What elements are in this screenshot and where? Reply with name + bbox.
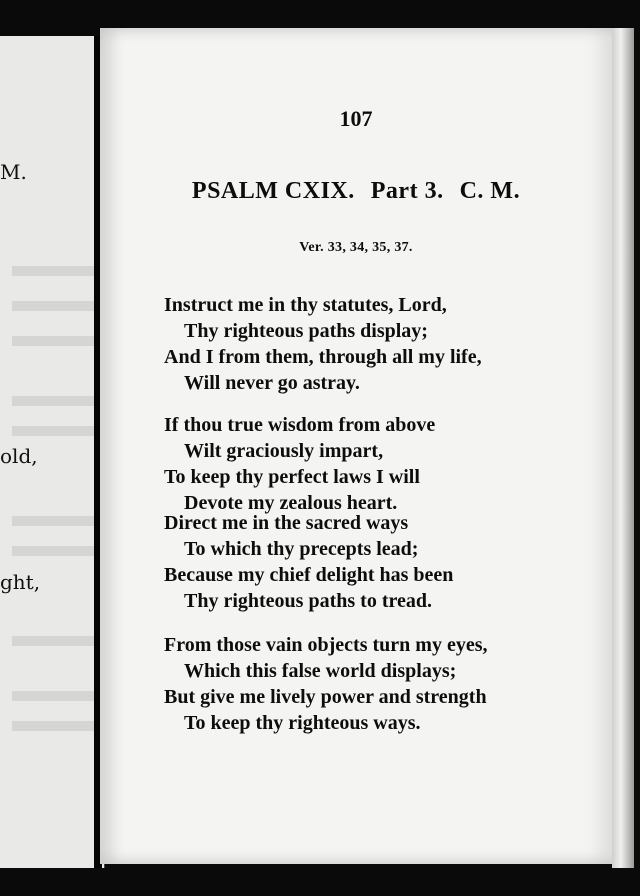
- bleed-through-text: [12, 546, 96, 556]
- stanza-line: Because my chief delight has been: [164, 564, 454, 586]
- left-page-fragment: old,: [0, 444, 38, 468]
- bleed-through-text: [12, 691, 96, 701]
- psalm-meter: C. M.: [459, 178, 521, 204]
- stanza-line: Devote my zealous heart.: [184, 492, 398, 514]
- stanza-line: And I from them, through all my life,: [164, 346, 482, 368]
- bleed-through-text: [12, 336, 96, 346]
- stanza: [164, 412, 594, 516]
- verse-reference: Ver. 33, 34, 35, 37.: [299, 240, 413, 255]
- stanza-line: To which thy precepts lead;: [184, 538, 419, 560]
- stanza-line: If thou true wisdom from above: [164, 414, 436, 436]
- bleed-through-text: [12, 266, 96, 276]
- stanza-line: Will never go astray.: [184, 372, 360, 394]
- page-number: 107: [339, 106, 373, 131]
- left-page-fragment: ght,: [0, 570, 41, 594]
- bleed-through-text: [12, 301, 96, 311]
- psalm-part: Part 3.: [370, 178, 444, 204]
- bleed-through-text: [12, 396, 96, 406]
- psalm-title: [100, 178, 612, 205]
- psalm-name: PSALM CXIX.: [191, 178, 355, 204]
- left-page: [0, 36, 105, 868]
- stanza-line: Instruct me in thy statutes, Lord,: [164, 294, 447, 316]
- stanza-line: From those vain objects turn my eyes,: [164, 634, 488, 656]
- bleed-through-text: [12, 426, 96, 436]
- bleed-through-text: [12, 636, 96, 646]
- stanza-line: Which this false world displays;: [184, 660, 457, 682]
- stanza-line: Wilt graciously impart,: [184, 440, 384, 462]
- stanza-line: Thy righteous paths display;: [184, 320, 428, 342]
- right-page: [100, 28, 612, 864]
- bleed-through-text: [12, 516, 96, 526]
- bleed-through-text: [12, 721, 96, 731]
- stanza: [164, 510, 594, 614]
- stanza: [164, 292, 594, 396]
- left-page-fragment: M.: [0, 160, 27, 184]
- stanza-line: To keep thy perfect laws I will: [164, 466, 420, 488]
- stanza-line: To keep thy righteous ways.: [184, 712, 421, 734]
- page-edge: [612, 28, 634, 868]
- stanza-line: Thy righteous paths to tread.: [184, 590, 432, 612]
- stanza: [164, 632, 594, 736]
- stanza-line: But give me lively power and strength: [164, 686, 487, 708]
- stanza-line: Direct me in the sacred ways: [164, 512, 409, 534]
